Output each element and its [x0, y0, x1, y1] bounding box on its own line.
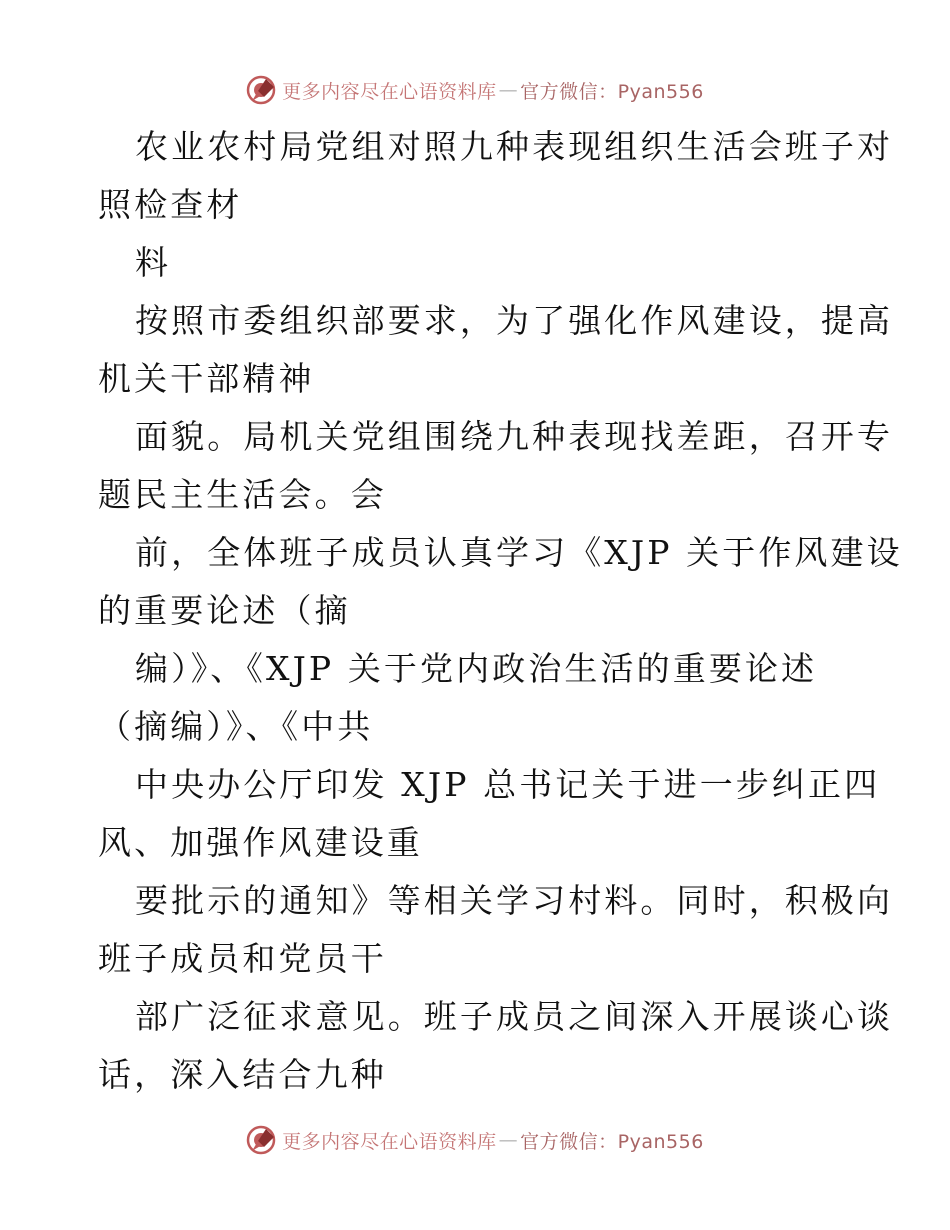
watermark-suffix: 官方微信：Pyan556 [520, 1130, 704, 1153]
doc-text-line: 话，深入结合九种 [98, 1055, 387, 1094]
watermark-suffix: 官方微信：Pyan556 [520, 80, 704, 103]
doc-title-line-3: 料 [135, 243, 172, 282]
document-body [98, 118, 903, 1104]
doc-text-line: 题民主生活会。会 [98, 475, 387, 514]
doc-text-line: 按照市委组织部要求，为了强化作风建设，提高 [135, 301, 894, 340]
doc-text-line: 风、加强作风建设重 [98, 823, 423, 862]
watermark-separator: — [498, 1129, 519, 1151]
header-watermark [0, 70, 950, 110]
doc-text-line: 前，全体班子成员认真学习《XJP 关于作风建设 [135, 533, 903, 572]
pen-logo-icon [246, 75, 276, 105]
pen-logo-icon [246, 1125, 276, 1155]
doc-text-line: 机关干部精神 [98, 359, 315, 398]
watermark-text: 更多内容尽在心语资料库 [282, 1130, 497, 1153]
doc-text-line: 中央办公厅印发 XJP 总书记关于进一步纠正四 [135, 765, 881, 804]
doc-text-line: 要批示的通知》等相关学习村料。同时，积极向 [135, 881, 894, 920]
footer-watermark [0, 1120, 950, 1160]
watermark-text: 更多内容尽在心语资料库 [282, 80, 497, 103]
doc-text-line: 部广泛征求意见。班子成员之间深入开展谈心谈 [135, 997, 894, 1036]
doc-text-line: 面貌。局机关党组围绕九种表现找差距，召开专 [135, 417, 894, 456]
watermark-separator: — [498, 79, 519, 101]
doc-title-line-1: 农业农村局党组对照九种表现组织生活会班子对 [135, 127, 894, 166]
doc-title-line-2: 照检查材 [98, 185, 243, 224]
doc-text-line: （摘编）》、《中共 [98, 707, 374, 746]
doc-text-line: 的重要论述（摘 [98, 591, 351, 630]
doc-text-line: 班子成员和党员干 [98, 939, 387, 978]
doc-text-line: 编）》、《XJP 关于党内政治生活的重要论述 [135, 649, 818, 688]
